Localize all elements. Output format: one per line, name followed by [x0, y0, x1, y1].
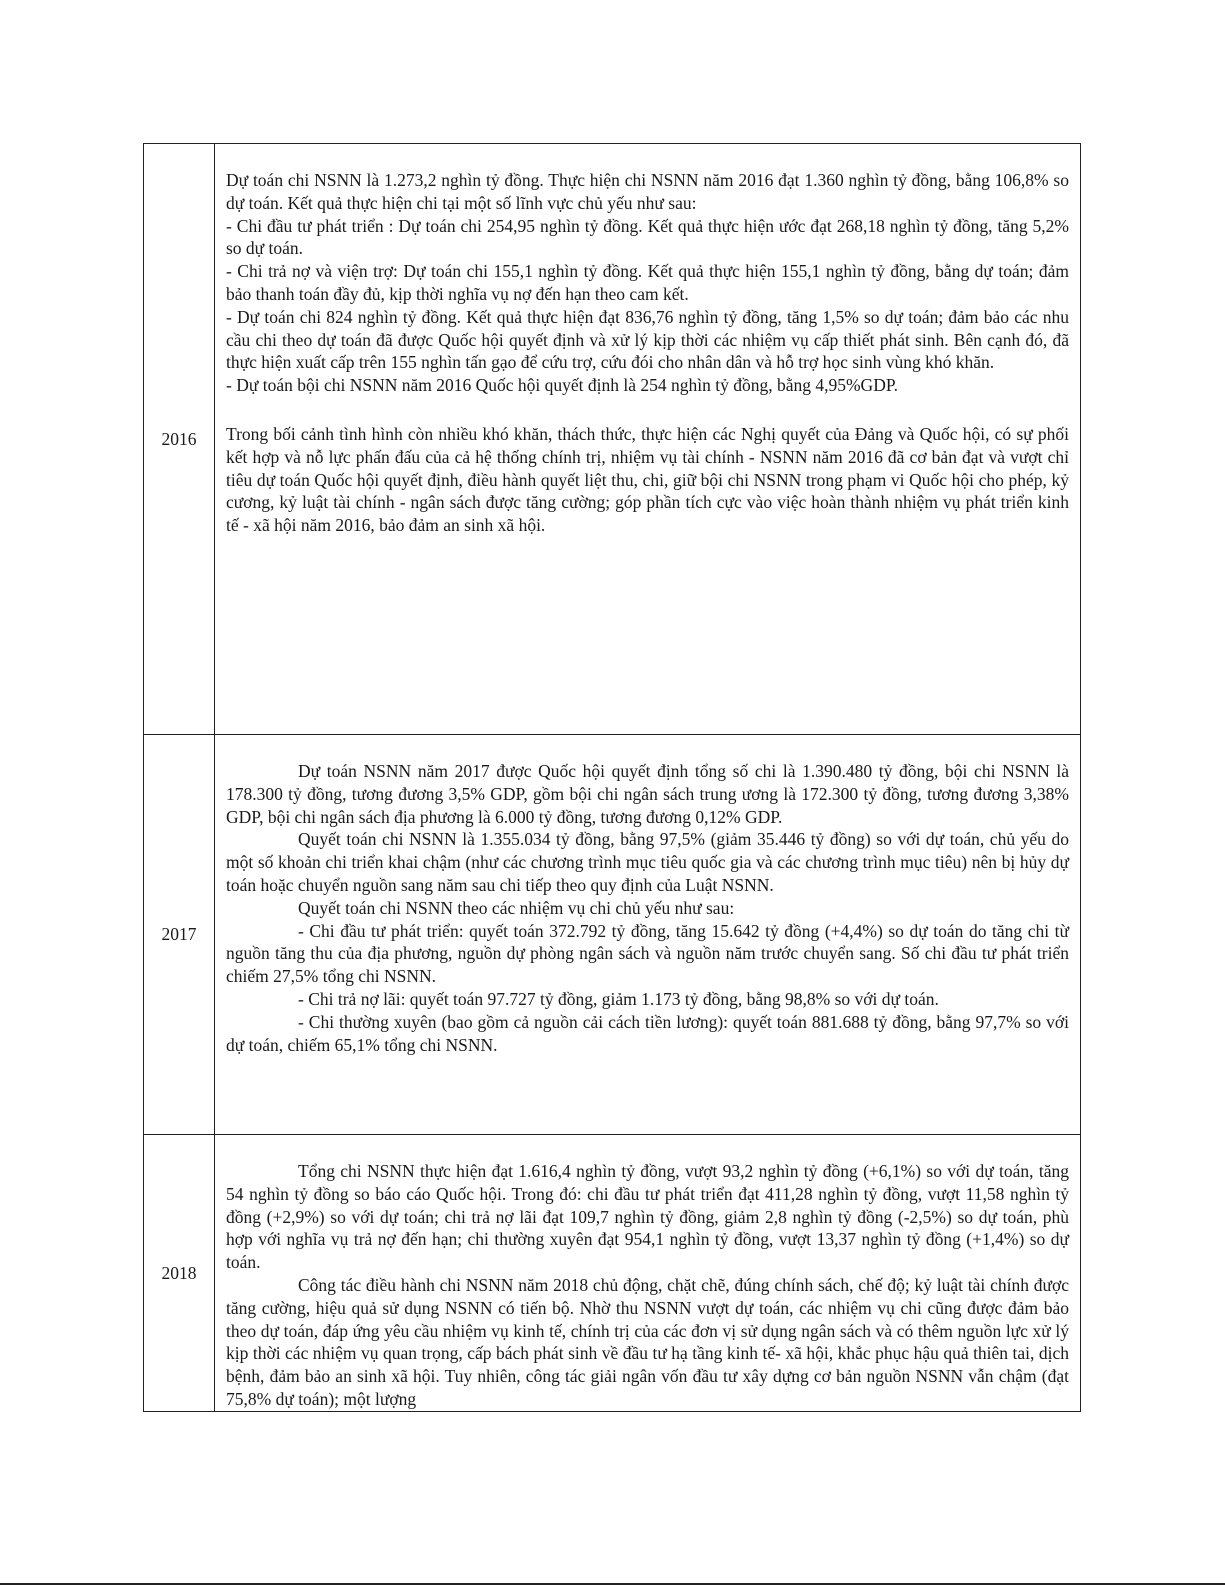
year-cell: 2018 — [144, 1135, 215, 1412]
paragraph: Quyết toán chi NSNN là 1.355.034 tỷ đồng, bằng 97,5% (giảm 35.446 tỷ đồng) so với dự toán, chủ yếu do một số khoản chi triển khai chậm (như các chương trình mục tiêu quốc gia và các chương trình mục tiêu) nên bị hủy dự toán hoặc chuyển nguồn sang năm sau chi tiếp theo quy định của Luật NSNN. — [226, 829, 1069, 895]
budget-table — [143, 143, 1081, 1412]
spacer — [226, 397, 1069, 423]
paragraph: - Chi trả nợ lãi: quyết toán 97.727 tỷ đồng, giảm 1.173 tỷ đồng, bằng 98,8% so với dự toán. — [298, 988, 939, 1009]
paragraph: Tổng chi NSNN thực hiện đạt 1.616,4 nghìn tỷ đồng, vượt 93,2 nghìn tỷ đồng (+6,1%) so với dự toán, tăng 54 nghìn tỷ đồng so báo cáo Quốc hội. Trong đó: chi đầu tư phát triển đạt 411,28 nghìn tỷ đồng, vượt 11,58 nghìn tỷ đồng (+2,9%) so với dự toán; chi trả nợ lãi đạt 109,7 nghìn tỷ đồng, giảm 2,8 nghìn tỷ đồng (-2,5%) so dự toán, phù hợp với nghĩa vụ trả nợ đến hạn; chi thường xuyên đạt 954,1 nghìn tỷ đồng, vượt 13,37 nghìn tỷ đồng (+1,4%) so dự toán. — [226, 1161, 1069, 1273]
paragraph: - Chi thường xuyên (bao gồm cả nguồn cải cách tiền lương): quyết toán 881.688 tỷ đồng, bằng 97,7% so với dự toán, chiếm 65,1% tổng chi NSNN. — [226, 1011, 1069, 1055]
paragraph: - Chi đầu tư phát triển : Dự toán chi 254,95 nghìn tỷ đồng. Kết quả thực hiện ước đạt 268,18 nghìn tỷ đồng, tăng 5,2% so dự toán. — [226, 215, 1069, 259]
paragraph: Dự toán chi NSNN là 1.273,2 nghìn tỷ đồng. Thực hiện chi NSNN năm 2016 đạt 1.360 nghìn tỷ đồng, bằng 106,8% so dự toán. Kết quả thực hiện chi tại một số lĩnh vực chủ yếu như sau: — [226, 170, 1069, 213]
year-cell: 2016 — [144, 144, 215, 735]
paragraph: - Chi trả nợ và viện trợ: Dự toán chi 155,1 nghìn tỷ đồng. Kết quả thực hiện 155,1 nghìn tỷ đồng, bằng dự toán; đảm bảo thanh toán đầy đủ, kịp thời nghĩa vụ nợ đến hạn theo cam kết. — [226, 261, 1069, 304]
paragraph: - Chi đầu tư phát triển: quyết toán 372.792 tỷ đồng, tăng 15.642 tỷ đồng (+4,4%) so dự toán do tăng chi từ nguồn tăng thu của địa phương, nguồn dự phòng ngân sách và nguồn năm trước chuyển sang. Số chi đầu tư phát triển chiếm 27,5% tổng chi NSNN. — [226, 920, 1069, 987]
paragraph: Trong bối cảnh tình hình còn nhiều khó khăn, thách thức, thực hiện các Nghị quyết của Đảng và Quốc hội, có sự phối kết hợp và nỗ lực phấn đấu của cả hệ thống chính trị, nhiệm vụ tài chính - NSNN năm 2016 đã cơ bản đạt và vượt chỉ tiêu dự toán Quốc hội quyết định, điều hành quyết liệt thu, chi, giữ bội chi NSNN trong phạm vi Quốc hội cho phép, kỷ cương, kỷ luật tài chính - ngân sách được tăng cường; góp phần tích cực vào việc hoàn thành nhiệm vụ phát triển kinh tế - xã hội năm 2016, bảo đảm an sinh xã hội. — [226, 423, 1069, 536]
year-cell: 2017 — [144, 735, 215, 1135]
content-cell — [215, 1135, 1081, 1412]
content-cell — [215, 144, 1081, 735]
table-row — [144, 1135, 1081, 1412]
paragraph: Dự toán NSNN năm 2017 được Quốc hội quyết định tổng số chi là 1.390.480 tỷ đồng, bội chi NSNN là 178.300 tỷ đồng, tương đương 3,5% GDP, gồm bội chi ngân sách trung ương là 172.300 tỷ đồng, tương đương 3,38% GDP, bội chi ngân sách địa phương là 6.000 tỷ đồng, tương đương 0,12% GDP. — [226, 761, 1069, 827]
paragraph: Công tác điều hành chi NSNN năm 2018 chủ động, chặt chẽ, đúng chính sách, chế độ; kỷ luật tài chính được tăng cường, hiệu quả sử dụng NSNN có tiến bộ. Nhờ thu NSNN vượt dự toán, các nhiệm vụ chi cũng được đảm bảo theo dự toán, đáp ứng yêu cầu nhiệm vụ kinh tế, chính trị của các đơn vị sử dụng ngân sách và có thêm nguồn lực xử lý kịp thời các nhiệm vụ quan trọng, cấp bách phát sinh về đầu tư hạ tầng kinh tế- xã hội, khắc phục hậu quả thiên tai, dịch bệnh, đảm bảo an sinh xã hội. Tuy nhiên, công tác giải ngân vốn đầu tư xây dựng cơ bản nguồn NSNN vẫn chậm (đạt 75,8% dự toán); một lượng — [226, 1274, 1069, 1409]
paragraph: - Dự toán chi 824 nghìn tỷ đồng. Kết quả thực hiện đạt 836,76 nghìn tỷ đồng, tăng 1,5% so dự toán; đảm bảo các nhu cầu chi theo dự toán đã được Quốc hội quyết định và xử lý kịp thời các nhiệm vụ cấp thiết phát sinh. Bên cạnh đó, đã thực hiện xuất cấp trên 155 nghìn tấn gạo để cứu trợ, cứu đói cho nhân dân và hỗ trợ học sinh vùng khó khăn. — [226, 306, 1069, 373]
content-cell — [215, 735, 1081, 1135]
table-row — [144, 144, 1081, 735]
paragraph: Quyết toán chi NSNN theo các nhiệm vụ chi chủ yếu như sau: — [298, 897, 735, 918]
table-row — [144, 735, 1081, 1135]
paragraph: - Dự toán bội chi NSNN năm 2016 Quốc hội quyết định là 254 nghìn tỷ đồng, bằng 4,95%GDP. — [226, 375, 898, 396]
